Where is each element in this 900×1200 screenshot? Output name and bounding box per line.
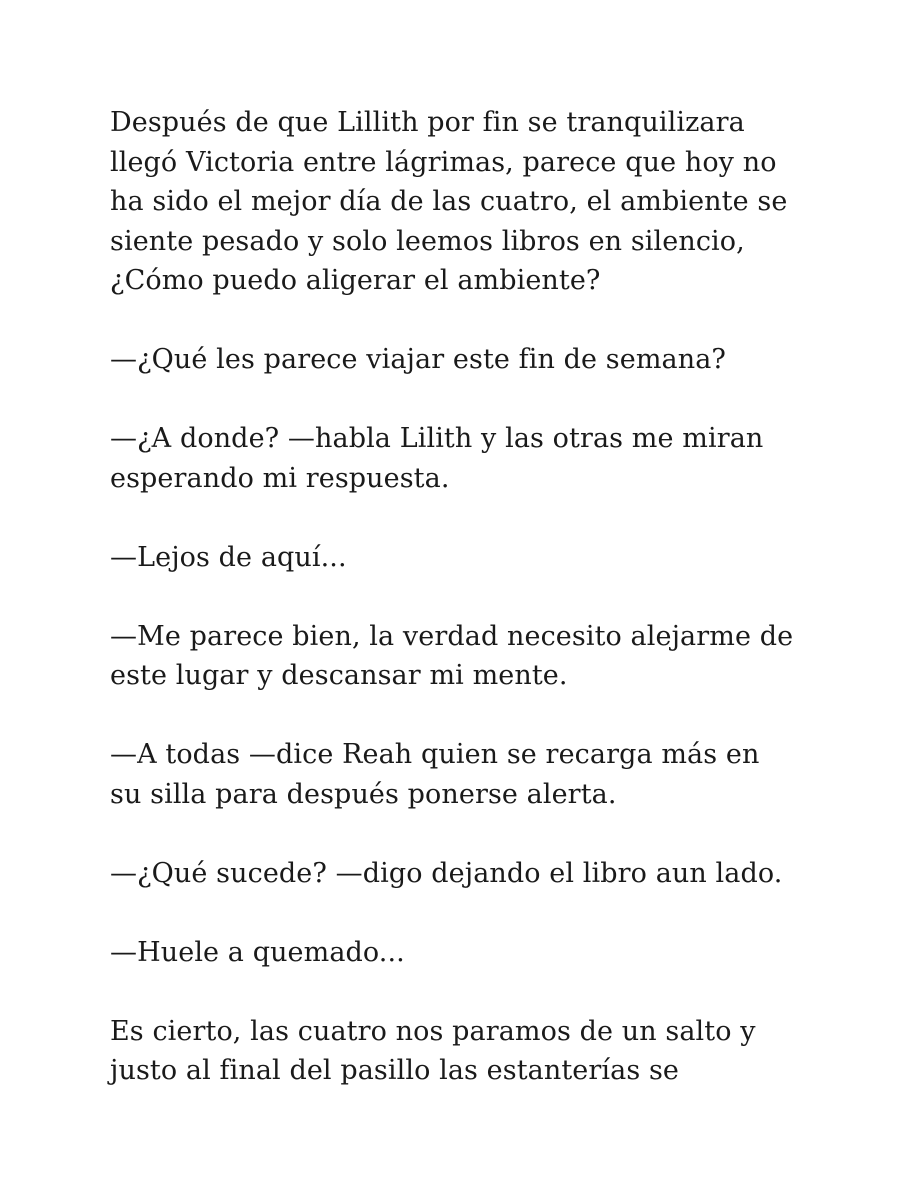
text-line: justo al final del pasillo las estanterías se: [110, 1055, 679, 1086]
text-line: Después de que Lillith por fin se tranquilizara: [110, 107, 745, 138]
dialogue-paragraph: [110, 735, 800, 814]
narration-paragraph: [110, 1012, 800, 1091]
dialogue-paragraph: [110, 538, 800, 578]
document-page: [110, 103, 800, 1130]
text-line: —¿A donde? —habla Lilith y las otras me miran: [110, 423, 764, 454]
dialogue-paragraph: [110, 419, 800, 498]
text-line: —¿Qué sucede? —digo dejando el libro aun lado.: [110, 857, 783, 889]
dialogue-paragraph: [110, 340, 800, 380]
text-line: siente pesado y solo leemos libros en silencio,: [110, 225, 745, 257]
text-line: llegó Victoria entre lágrimas, parece que hoy no: [110, 146, 777, 178]
text-line: —Huele a quemado...: [110, 936, 405, 968]
text-line: esperando mi respuesta.: [110, 462, 450, 494]
text-line: su silla para después ponerse alerta.: [110, 778, 617, 810]
dialogue-paragraph: [110, 617, 800, 696]
text-line: ¿Cómo puedo aligerar el ambiente?: [110, 265, 601, 296]
text-line: —Me parece bien, la verdad necesito alejarme de: [110, 620, 794, 652]
text-line: ha sido el mejor día de las cuatro, el ambiente se: [110, 186, 788, 217]
text-line: —¿Qué les parece viajar este fin de semana?: [110, 344, 726, 375]
dialogue-paragraph: [110, 933, 800, 973]
narration-paragraph: [110, 103, 800, 301]
dialogue-paragraph: [110, 854, 800, 894]
text-line: este lugar y descansar mi mente.: [110, 660, 568, 691]
text-line: Es cierto, las cuatro nos paramos de un salto y: [110, 1015, 756, 1047]
text-line: —Lejos de aquí...: [110, 541, 347, 573]
text-line: —A todas —dice Reah quien se recarga más en: [110, 739, 760, 770]
